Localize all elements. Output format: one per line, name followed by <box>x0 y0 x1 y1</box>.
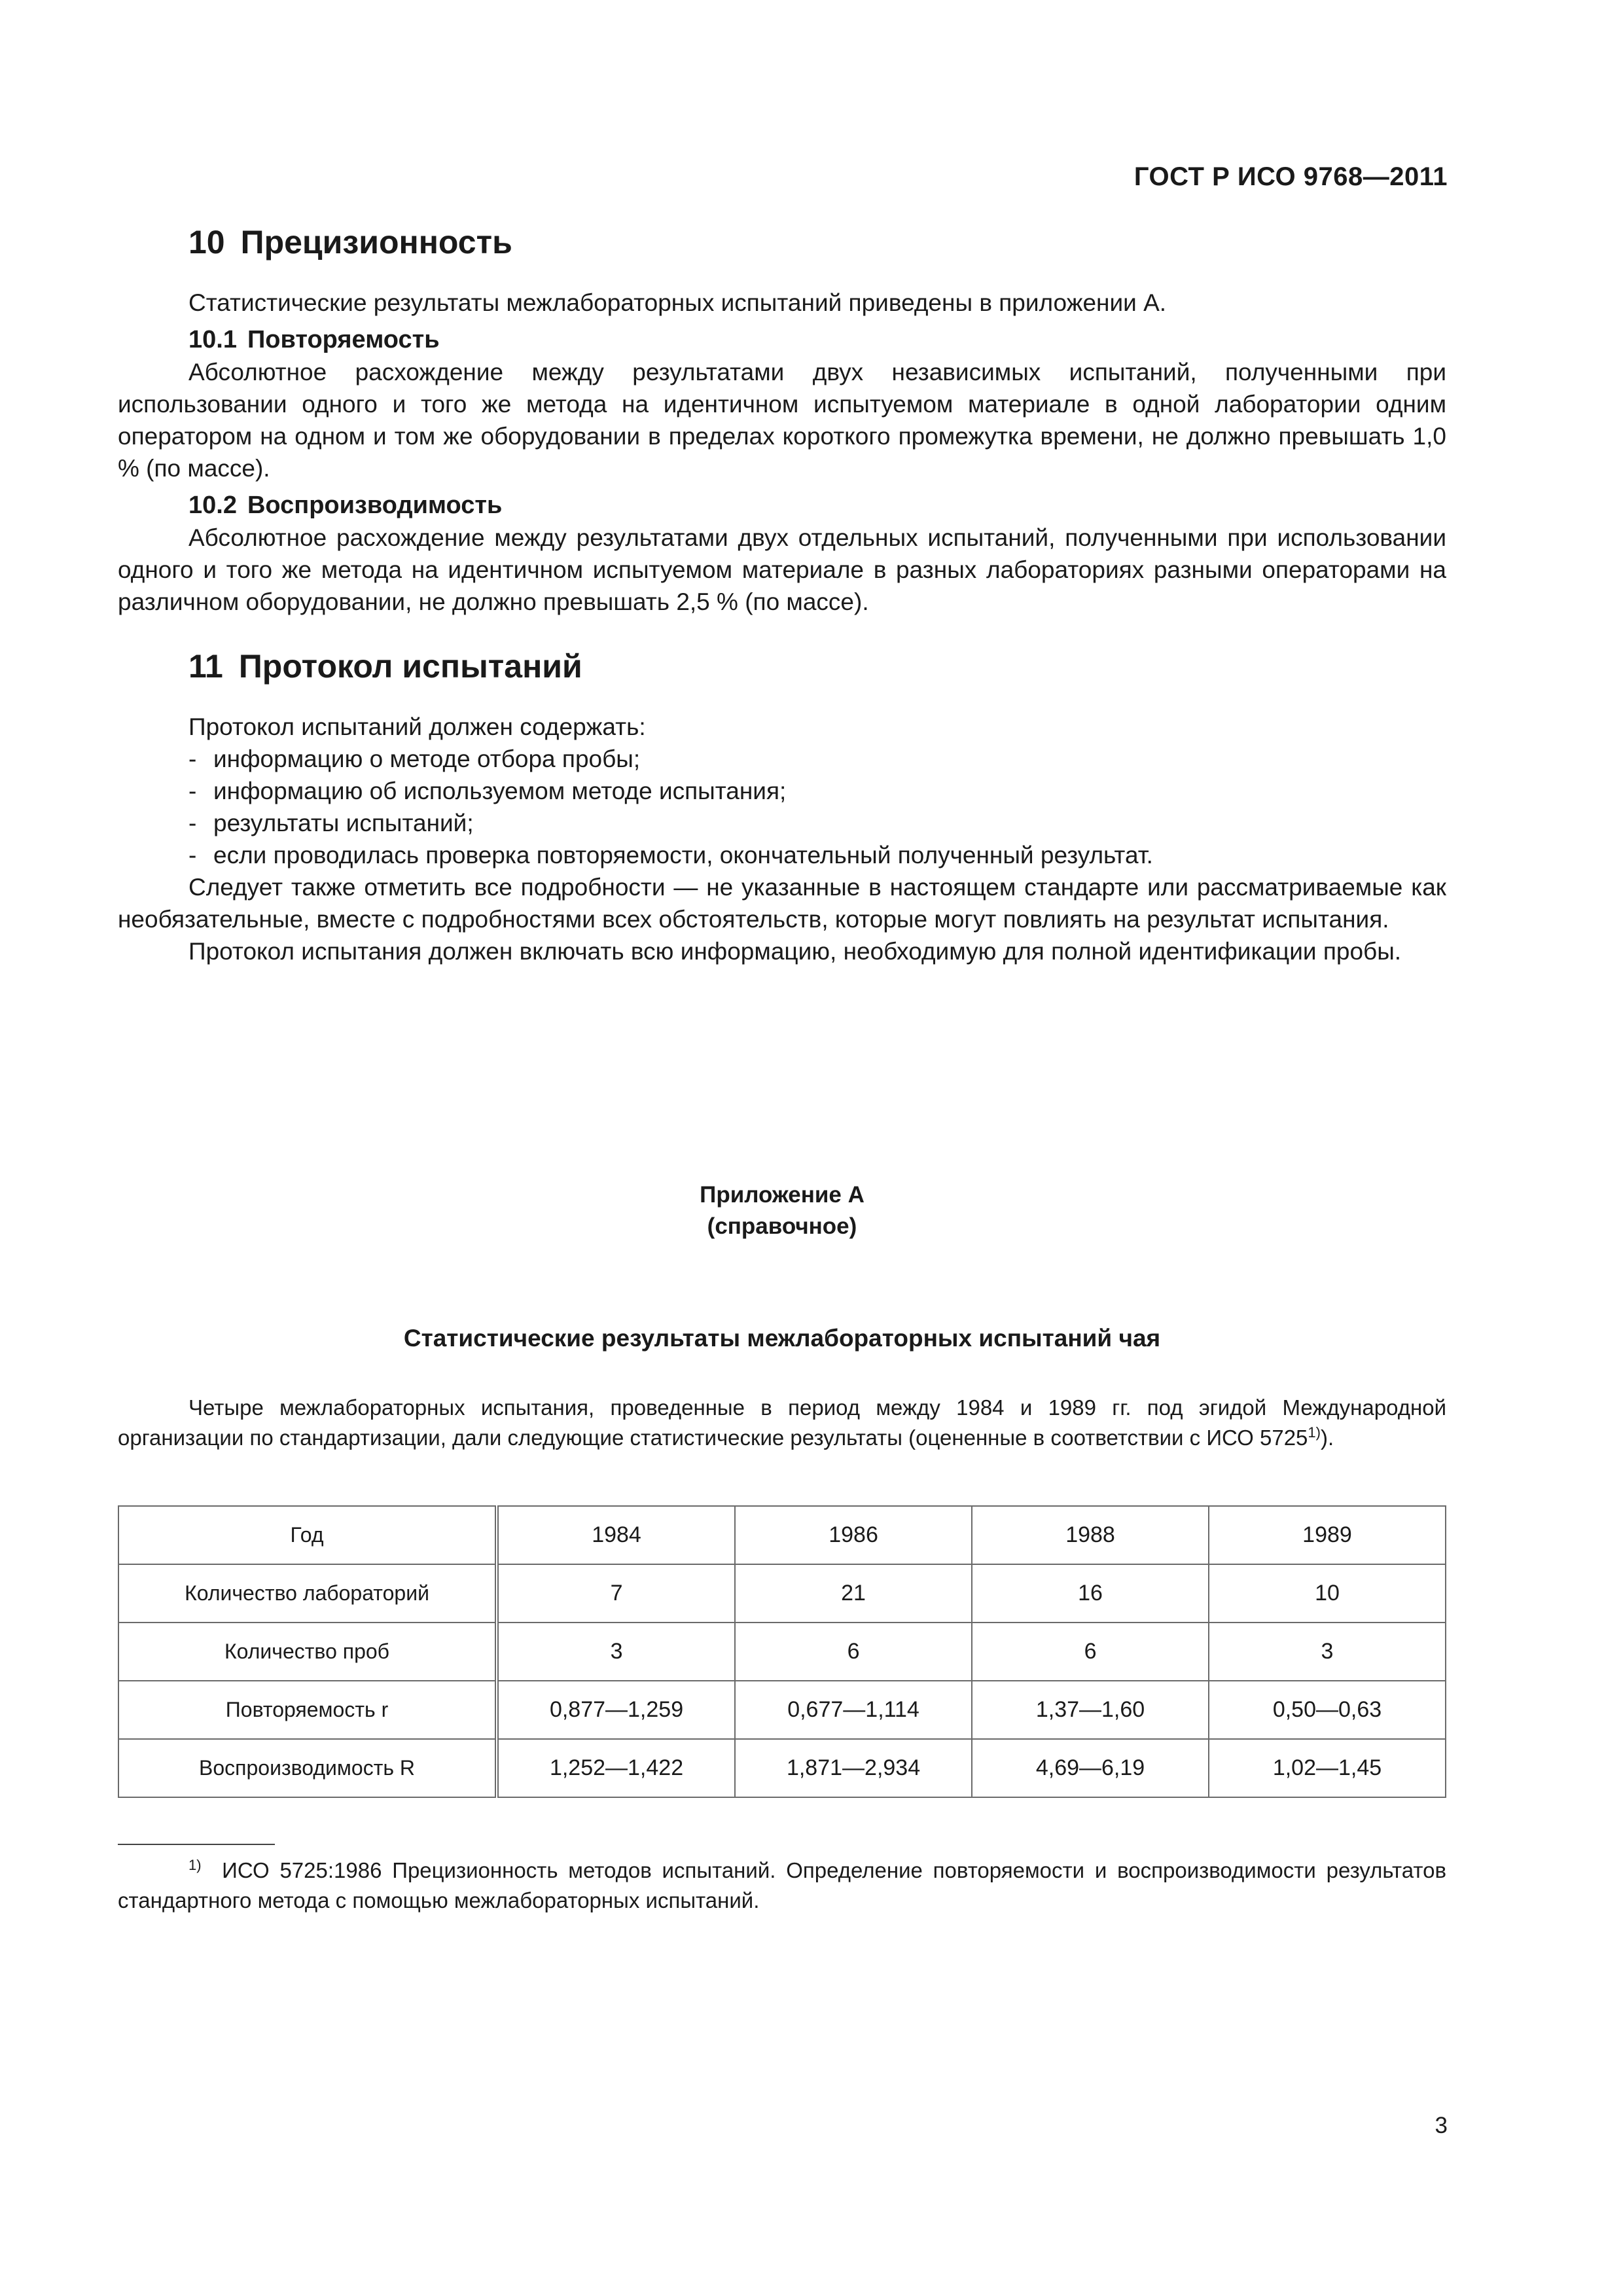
appendix-kind: (справочное) <box>707 1213 857 1239</box>
list-item-text: результаты испытаний; <box>213 810 474 836</box>
content <box>118 223 1446 1916</box>
list-item <box>188 775 1446 807</box>
appendix-intro <box>118 1393 1446 1453</box>
document-code: ГОСТ Р ИСО 9768—2011 <box>1133 162 1448 191</box>
table-row <box>118 1623 1446 1681</box>
table-cell: 1,37—1,60 <box>972 1681 1209 1739</box>
table-cell: 21 <box>735 1564 972 1623</box>
list-dash: - <box>188 810 197 836</box>
table-cell: 10 <box>1209 1564 1446 1623</box>
section-11-paragraph-2: Протокол испытания должен включать всю информацию, необходимую для полной идентификации пробы. <box>188 938 1402 965</box>
table-cell: 16 <box>972 1564 1209 1623</box>
footnote-text: ИСО 5725:1986 Прецизионность методов испытаний. Определение повторяемости и воспроизводимости результатов стандартного метода с помощью межлабораторных испытаний. <box>118 1858 1446 1912</box>
subsection-10-2-heading <box>188 490 1446 522</box>
subsection-title: Воспроизводимость <box>247 492 503 519</box>
appendix-intro-text: Четыре межлабораторных испытания, проведенные в период между 1984 и 1989 гг. под эгидой Международной организации по стандартизации, дали следующие статистические результаты (оцененные в соответствии с ИСО 5725 <box>118 1395 1446 1450</box>
page-number: 3 <box>1435 2113 1448 2138</box>
list-item-text: информацию о методе отбора пробы; <box>213 745 641 772</box>
list-dash: - <box>188 745 197 772</box>
list-item <box>188 839 1446 871</box>
table-row <box>118 1564 1446 1623</box>
subsection-number: 10.2 <box>188 492 237 519</box>
table-cell: 0,50—0,63 <box>1209 1681 1446 1739</box>
subsection-10-1-heading <box>188 324 1446 356</box>
section-title: Прецизионность <box>240 224 512 260</box>
footnote <box>118 1856 1446 1916</box>
table-cell: 1,02—1,45 <box>1209 1739 1446 1797</box>
table-cell: 1,252—1,422 <box>497 1739 735 1797</box>
table-cell: Количество лабораторий <box>118 1564 497 1623</box>
table-cell: 7 <box>497 1564 735 1623</box>
appendix-label: Приложение А <box>700 1182 865 1208</box>
table-cell: 1989 <box>1209 1506 1446 1564</box>
list-item-text: информацию об используемом методе испытания; <box>213 778 787 804</box>
section-11-paragraph-1: Следует также отметить все подробности — не указанные в настоящем стандарте или рассматриваемые как необязательные, вместе с подробностями всех обстоятельств, которые могут повлиять на результат испытания. <box>118 874 1446 933</box>
table-cell: 6 <box>735 1623 972 1681</box>
appendix-intro-end: ). <box>1320 1426 1334 1450</box>
list-item <box>188 743 1446 775</box>
list-item-text: если проводилась проверка повторяемости, окончательный полученный результат. <box>213 842 1153 869</box>
section-10-heading <box>188 223 1446 262</box>
table-cell: 1,871—2,934 <box>735 1739 972 1797</box>
list-item <box>188 807 1446 839</box>
table-cell: 4,69—6,19 <box>972 1739 1209 1797</box>
table-cell: Количество проб <box>118 1623 497 1681</box>
list-dash: - <box>188 842 197 869</box>
section-number: 10 <box>188 224 225 260</box>
results-table <box>118 1505 1446 1798</box>
table-cell: 0,877—1,259 <box>497 1681 735 1739</box>
table-cell: 6 <box>972 1623 1209 1681</box>
footnote-ref: 1) <box>1308 1424 1321 1441</box>
appendix-title: Статистические результаты межлабораторных испытаний чая <box>403 1325 1161 1352</box>
table-cell: 3 <box>1209 1623 1446 1681</box>
table-row <box>118 1739 1446 1797</box>
subsection-title: Повторяемость <box>247 326 440 353</box>
table-cell: 1986 <box>735 1506 972 1564</box>
section-title: Протокол испытаний <box>238 648 582 685</box>
table-cell: Повторяемость r <box>118 1681 497 1739</box>
table-cell: 0,677—1,114 <box>735 1681 972 1739</box>
table-cell: 3 <box>497 1623 735 1681</box>
section-11-intro: Протокол испытаний должен содержать: <box>188 713 646 740</box>
table-cell: 1984 <box>497 1506 735 1564</box>
table-row <box>118 1681 1446 1739</box>
section-10-intro: Статистические результаты межлабораторных испытаний приведены в приложении А. <box>188 289 1167 316</box>
table-cell: 1988 <box>972 1506 1209 1564</box>
footnote-marker: 1) <box>188 1857 202 1873</box>
section-11-heading <box>188 647 1446 686</box>
subsection-number: 10.1 <box>188 326 237 353</box>
section-number: 11 <box>188 648 223 685</box>
table-header-row <box>118 1506 1446 1564</box>
subsection-10-2-text: Абсолютное расхождение между результатами двух отдельных испытаний, полученными при использовании одного и того же метода на идентичном испытуемом материале в разных лабораториях разными операторами на различном оборудовании, не должно превышать 2,5 % (по массе). <box>118 524 1446 615</box>
subsection-10-1-text: Абсолютное расхождение между результатами двух независимых испытаний, полученными при использовании одного и того же метода на идентичном испытуемом материале в одной лаборатории одним оператором на одном и том же оборудовании в пределах короткого промежутка времени, не должно превышать 1,0 % (по массе). <box>118 359 1446 482</box>
table-cell: Год <box>118 1506 497 1564</box>
list-dash: - <box>188 778 197 804</box>
table-cell: Воспроизводимость R <box>118 1739 497 1797</box>
